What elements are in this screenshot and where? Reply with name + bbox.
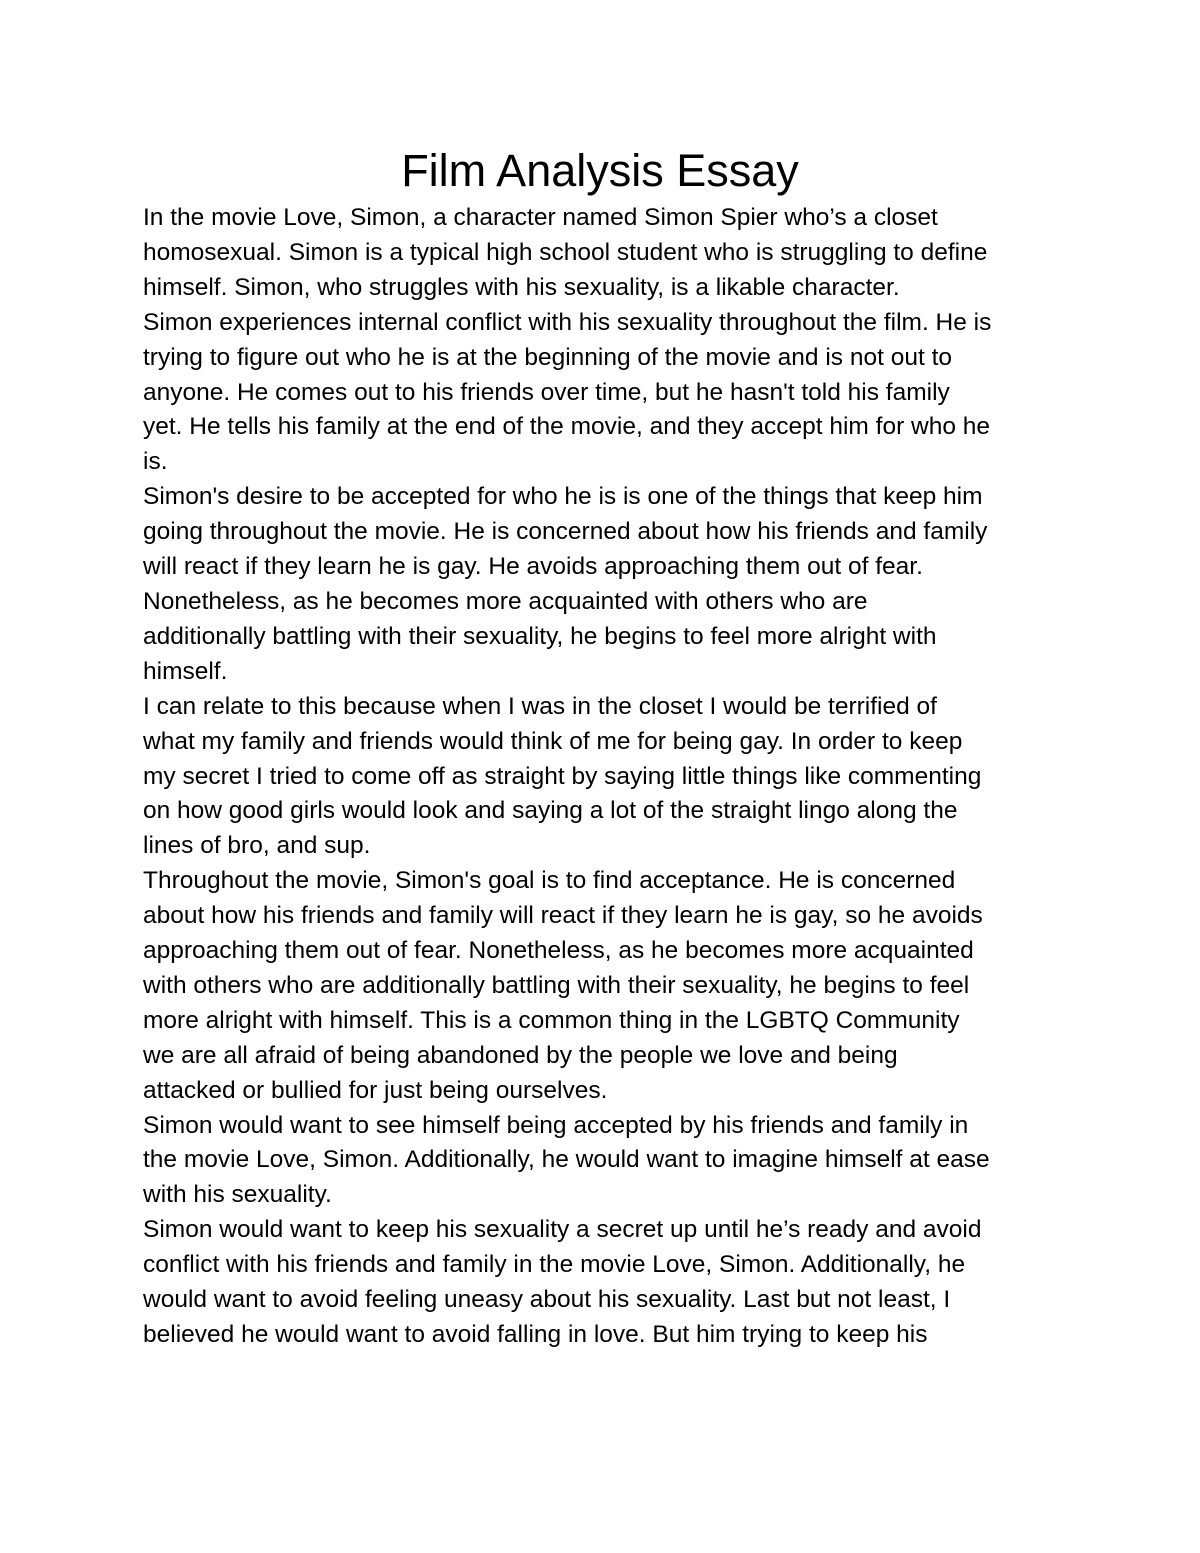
essay-line: believed he would want to avoid falling in love. But him trying to keep his xyxy=(143,1321,928,1348)
essay-line: will react if they learn he is gay. He avoids approaching them out of fear. xyxy=(143,553,923,581)
page-title: Film Analysis Essay xyxy=(401,145,799,196)
essay-line: with others who are additionally battling with their sexuality, he begins to feel xyxy=(143,971,970,999)
essay-line: lines of bro, and sup. xyxy=(143,832,371,860)
essay-line: additionally battling with their sexuality, he begins to feel more alright with xyxy=(143,622,937,650)
essay-line: conflict with his friends and family in the movie Love, Simon. Additionally, he xyxy=(143,1251,966,1279)
essay-line: more alright with himself. This is a common thing in the LGBTQ Community xyxy=(143,1006,960,1034)
essay-line: Simon experiences internal conflict with his sexuality throughout the film. He is xyxy=(143,308,992,336)
essay-line: going throughout the movie. He is concerned about how his friends and family xyxy=(143,518,988,546)
essay-line: Throughout the movie, Simon's goal is to find acceptance. He is concerned xyxy=(143,867,956,895)
essay-line: is. xyxy=(143,448,168,476)
essay-line: trying to figure out who he is at the beginning of the movie and is not out to xyxy=(143,343,953,371)
essay-body xyxy=(143,201,1083,1353)
essay-line: what my family and friends would think of me for being gay. In order to keep xyxy=(143,727,963,755)
essay-line: about how his friends and family will react if they learn he is gay, so he avoids xyxy=(143,902,983,930)
essay-line: my secret I tried to come off as straight by saying little things like commenting xyxy=(143,762,982,790)
essay-line: approaching them out of fear. Nonetheless, as he becomes more acquainted xyxy=(143,937,974,965)
essay-line: I can relate to this because when I was in the closet I would be terrified of xyxy=(143,692,937,720)
essay-line: anyone. He comes out to his friends over time, but he hasn't told his family xyxy=(143,378,950,406)
essay-line: homosexual. Simon is a typical high school student who is struggling to define xyxy=(143,238,988,266)
essay-line: attacked or bullied for just being ourselves. xyxy=(143,1076,608,1104)
essay-line: we are all afraid of being abandoned by the people we love and being xyxy=(143,1041,898,1069)
essay-line: Simon would want to keep his sexuality a secret up until he’s ready and avoid xyxy=(143,1216,982,1244)
essay-line: Nonetheless, as he becomes more acquainted with others who are xyxy=(143,587,868,615)
essay-line: yet. He tells his family at the end of the movie, and they accept him for who he xyxy=(143,413,991,441)
essay-line: on how good girls would look and saying a lot of the straight lingo along the xyxy=(143,797,958,825)
essay-line: the movie Love, Simon. Additionally, he would want to imagine himself at ease xyxy=(143,1146,990,1174)
essay-line: himself. Simon, who struggles with his sexuality, is a likable character. xyxy=(143,273,900,301)
essay-line: with his sexuality. xyxy=(143,1181,332,1209)
essay-line: Simon would want to see himself being accepted by his friends and family in xyxy=(143,1111,969,1139)
essay-line: In the movie Love, Simon, a character named Simon Spier who’s a closet xyxy=(143,204,938,231)
essay-line: would want to avoid feeling uneasy about his sexuality. Last but not least, I xyxy=(143,1286,951,1314)
essay-line: Simon's desire to be accepted for who he is is one of the things that keep him xyxy=(143,483,983,511)
essay-line: himself. xyxy=(143,657,228,685)
